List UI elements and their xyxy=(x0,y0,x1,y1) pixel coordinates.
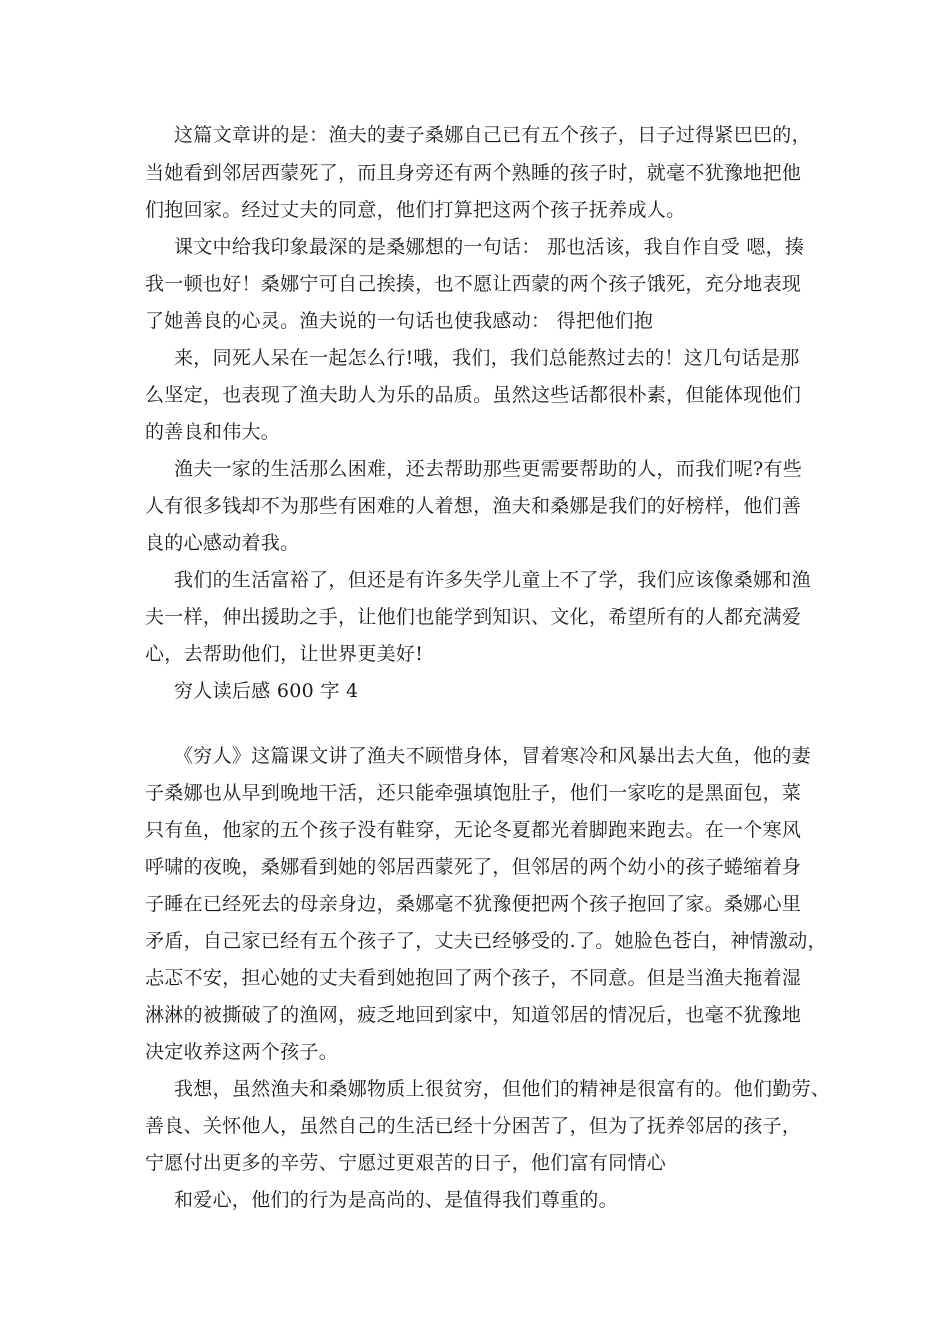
text-line: 人有很多钱却不为那些有困难的人着想，渔夫和桑娜是我们的好榜样，他们善 xyxy=(145,495,802,517)
text-line: 子桑娜也从早到晚地干活，还只能牵强填饱肚子，他们一家吃的是黑面包，菜 xyxy=(145,782,802,804)
text-line: 《穷人》这篇课文讲了渔夫不顾惜身体，冒着寒冷和风暴出去大鱼，他的妻 xyxy=(174,745,811,767)
text-line: 的善良和伟大。 xyxy=(145,421,281,443)
text-line: 夫一样，伸出援助之手，让他们也能学到知识、文化，希望所有的人都充满爱 xyxy=(145,606,802,628)
text-line: 么坚定，也表现了渔夫助人为乐的品质。虽然这些话都很朴素，但能体现他们 xyxy=(145,384,802,406)
text-line: 了她善良的心灵。渔夫说的一句话也使我感动： 得把他们抱 xyxy=(145,310,654,332)
text-line: 良的心感动着我。 xyxy=(145,532,300,554)
text-line: 们抱回家。经过丈夫的同意，他们打算把这两个孩子抚养成人。 xyxy=(145,199,686,221)
text-line: 我们的生活富裕了，但还是有许多失学儿童上不了学，我们应该像桑娜和渔 xyxy=(174,569,811,591)
text-line: 和爱心，他们的行为是高尚的、是值得我们尊重的。 xyxy=(174,1189,618,1211)
section-heading: 穷人读后感 600 字 4 xyxy=(174,680,359,702)
text-line: 心，去帮助他们，让世界更美好! xyxy=(145,643,424,665)
text-line: 矛盾，自己家已经有五个孩子了，丈夫已经够受的.了。她脸色苍白，神情激动， xyxy=(145,930,827,952)
text-line: 我想，虽然渔夫和桑娜物质上很贫穷，但他们的精神是很富有的。他们勤劳、 xyxy=(174,1078,831,1100)
text-line: 宁愿付出更多的辛劳、宁愿过更艰苦的日子，他们富有同情心 xyxy=(145,1152,667,1174)
text-line: 决定收养这两个孩子。 xyxy=(145,1041,339,1063)
text-line: 善良、关怀他人，虽然自己的生活已经十分困苦了，但为了抚养邻居的孩子， xyxy=(145,1115,802,1137)
text-line: 淋淋的被撕破了的渔网，疲乏地回到家中，知道邻居的情况后，也毫不犹豫地 xyxy=(145,1004,802,1026)
text-line: 这篇文章讲的是：渔夫的妻子桑娜自己已有五个孩子，日子过得紧巴巴的， xyxy=(174,124,811,146)
text-line: 来，同死人呆在一起怎么行!哦，我们，我们总能熬过去的！这几句话是那 xyxy=(174,347,800,369)
text-line: 只有鱼，他家的五个孩子没有鞋穿，无论冬夏都光着脚跑来跑去。在一个寒风 xyxy=(145,819,802,841)
text-line: 忐忑不安，担心她的丈夫看到她抱回了两个孩子，不同意。但是当渔夫拖着湿 xyxy=(145,967,802,989)
text-line: 子睡在已经死去的母亲身边，桑娜毫不犹豫便把两个孩子抱回了家。桑娜心里 xyxy=(145,893,802,915)
text-line: 当她看到邻居西蒙死了，而且身旁还有两个熟睡的孩子时，就毫不犹豫地把他 xyxy=(145,162,802,184)
text-line: 渔夫一家的生活那么困难，还去帮助那些更需要帮助的人，而我们呢?有些 xyxy=(174,458,803,480)
text-line: 课文中给我印象最深的是桑娜想的一句话： 那也活该，我自作自受 嗯，揍 xyxy=(174,236,805,258)
text-line: 呼啸的夜晚，桑娜看到她的邻居西蒙死了，但邻居的两个幼小的孩子蜷缩着身 xyxy=(145,856,802,878)
text-line: 我一顿也好！桑娜宁可自己挨揍，也不愿让西蒙的两个孩子饿死，充分地表现 xyxy=(145,273,802,295)
